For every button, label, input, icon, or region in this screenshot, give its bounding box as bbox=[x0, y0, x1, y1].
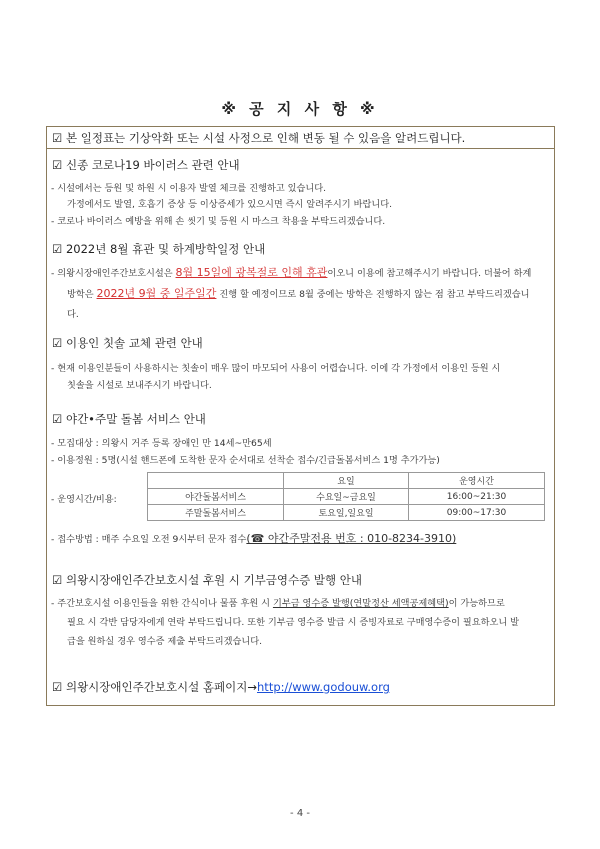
holiday-line-2: 방학은 2022년 9월 중 일주일간 진행 할 예정이므로 8월 중에는 방학은 진행하지 않는 점 참고 부탁드리겠습니 bbox=[67, 287, 530, 300]
homepage-link[interactable]: http://www.godouw.org bbox=[257, 680, 390, 694]
page-title: ※ 공 지 사 항 ※ bbox=[221, 100, 379, 118]
section-toothbrush-heading: ☑ 이용인 칫솔 교체 관련 안내 bbox=[52, 336, 203, 350]
section-donation-heading: ☑ 의왕시장애인주간보호시설 후원 시 기부금영수증 발행 안내 bbox=[52, 573, 362, 587]
donation-line-3: 급을 원하실 경우 영수증 제출 부탁드리겠습니다. bbox=[67, 636, 263, 647]
table-header-cell bbox=[148, 473, 284, 489]
holiday-line-3: 다. bbox=[67, 309, 79, 320]
holiday-line-1: - 의왕시장애인주간보호시설은 8월 15일에 광복절로 인해 휴관이오니 이용에 참고해주시기 바랍니다. 더불어 하계 bbox=[51, 266, 532, 279]
donation-line-2: 필요 시 각반 담당자에게 연락 부탁드립니다. 또한 기부금 영수증 발급 시 증빙자료로 구매영수증이 필요하오니 발 bbox=[67, 617, 520, 628]
section-covid-heading: ☑ 신종 코로나19 바이러스 관련 안내 bbox=[52, 158, 240, 172]
care-phone-number: (☎ 야간주말전용 번호 : 010-8234-3910) bbox=[246, 532, 457, 545]
covid-line-2: 가정에서도 발열, 호흡기 증상 등 이상증세가 있으시면 즉시 알려주시기 바랍니다. bbox=[67, 199, 393, 210]
care-apply-line: - 접수방법 : 매주 수요일 오전 9시부터 문자 접수(☎ 야간주말전용 번호 : 010-8234-3910) bbox=[51, 532, 457, 545]
donation-line-1: - 주간보호시설 이용인들을 위한 간식이나 물품 후원 시 기부금 영수증 발행(연말정산 세액공제혜택)이 가능하므로 bbox=[51, 598, 505, 609]
checkbox-icon: ☑ bbox=[52, 336, 63, 350]
notice-box bbox=[46, 126, 555, 706]
homepage-line: ☑ 의왕시장애인주간보호시설 홈페이지→http://www.godouw.org bbox=[52, 680, 390, 694]
intro-line bbox=[47, 127, 554, 149]
covid-line-3: - 코로나 바이러스 예방을 위해 손 씻기 및 등원 시 마스크 착용을 부탁드리겠습니다. bbox=[51, 216, 386, 227]
toothbrush-line-2: 칫솔을 시설로 보내주시기 바랍니다. bbox=[67, 380, 212, 391]
table-row bbox=[148, 505, 545, 521]
checkbox-icon: ☑ bbox=[52, 158, 63, 172]
page-number: - 4 - bbox=[290, 808, 310, 819]
intro-text: 본 일정표는 기상악화 또는 시설 사정으로 인해 변동 될 수 있음을 알려드립니다. bbox=[65, 131, 466, 145]
table-header-cell: 운영시간 bbox=[409, 473, 545, 489]
table-cell: 주말돌봄서비스 bbox=[148, 505, 284, 521]
covid-line-1: - 시설에서는 등원 및 하원 시 이용자 발열 체크를 진행하고 있습니다. bbox=[51, 183, 327, 194]
donation-receipt-highlight: 기부금 영수증 발행(연말정산 세액공제혜택) bbox=[272, 598, 449, 609]
table-header-cell: 요일 bbox=[284, 473, 409, 489]
table-cell: 야간돌봄서비스 bbox=[148, 489, 284, 505]
table-cell: 09:00~17:30 bbox=[409, 505, 545, 521]
checkbox-icon: ☑ bbox=[52, 680, 63, 694]
table-cell: 수요일~금요일 bbox=[284, 489, 409, 505]
closure-date-highlight: 8월 15일에 광복절로 인해 휴관 bbox=[175, 266, 328, 279]
table-row bbox=[148, 489, 545, 505]
care-hours-label: - 운영시간/비용: bbox=[51, 494, 117, 505]
section-care-service-heading: ☑ 야간•주말 돌봄 서비스 안내 bbox=[52, 412, 206, 426]
toothbrush-line-1: - 현재 이용인분들이 사용하시는 칫솔이 매우 많이 마모되어 사용이 어렵습니다. 이에 각 가정에서 이용인 등원 시 bbox=[51, 363, 501, 374]
care-target-line: - 모집대상 : 의왕시 거주 등록 장애인 만 14세~만65세 bbox=[51, 438, 272, 449]
table-header-row bbox=[148, 473, 545, 489]
care-schedule-table bbox=[147, 472, 545, 521]
vacation-period-highlight: 2022년 9월 중 일주일간 bbox=[96, 287, 217, 300]
table-cell: 16:00~21:30 bbox=[409, 489, 545, 505]
checkbox-icon: ☑ bbox=[52, 131, 63, 145]
table-cell: 토요일,일요일 bbox=[284, 505, 409, 521]
checkbox-icon: ☑ bbox=[52, 412, 63, 426]
checkbox-icon: ☑ bbox=[52, 573, 63, 587]
care-capacity-line: - 이용정원 : 5명(시설 핸드폰에 도착한 문자 순서대로 선착순 접수/긴급돌봄서비스 1명 추가가능) bbox=[51, 455, 440, 466]
checkbox-icon: ☑ bbox=[52, 242, 63, 256]
section-holiday-heading: ☑ 2022년 8월 휴관 및 하계방학일정 안내 bbox=[52, 242, 266, 256]
